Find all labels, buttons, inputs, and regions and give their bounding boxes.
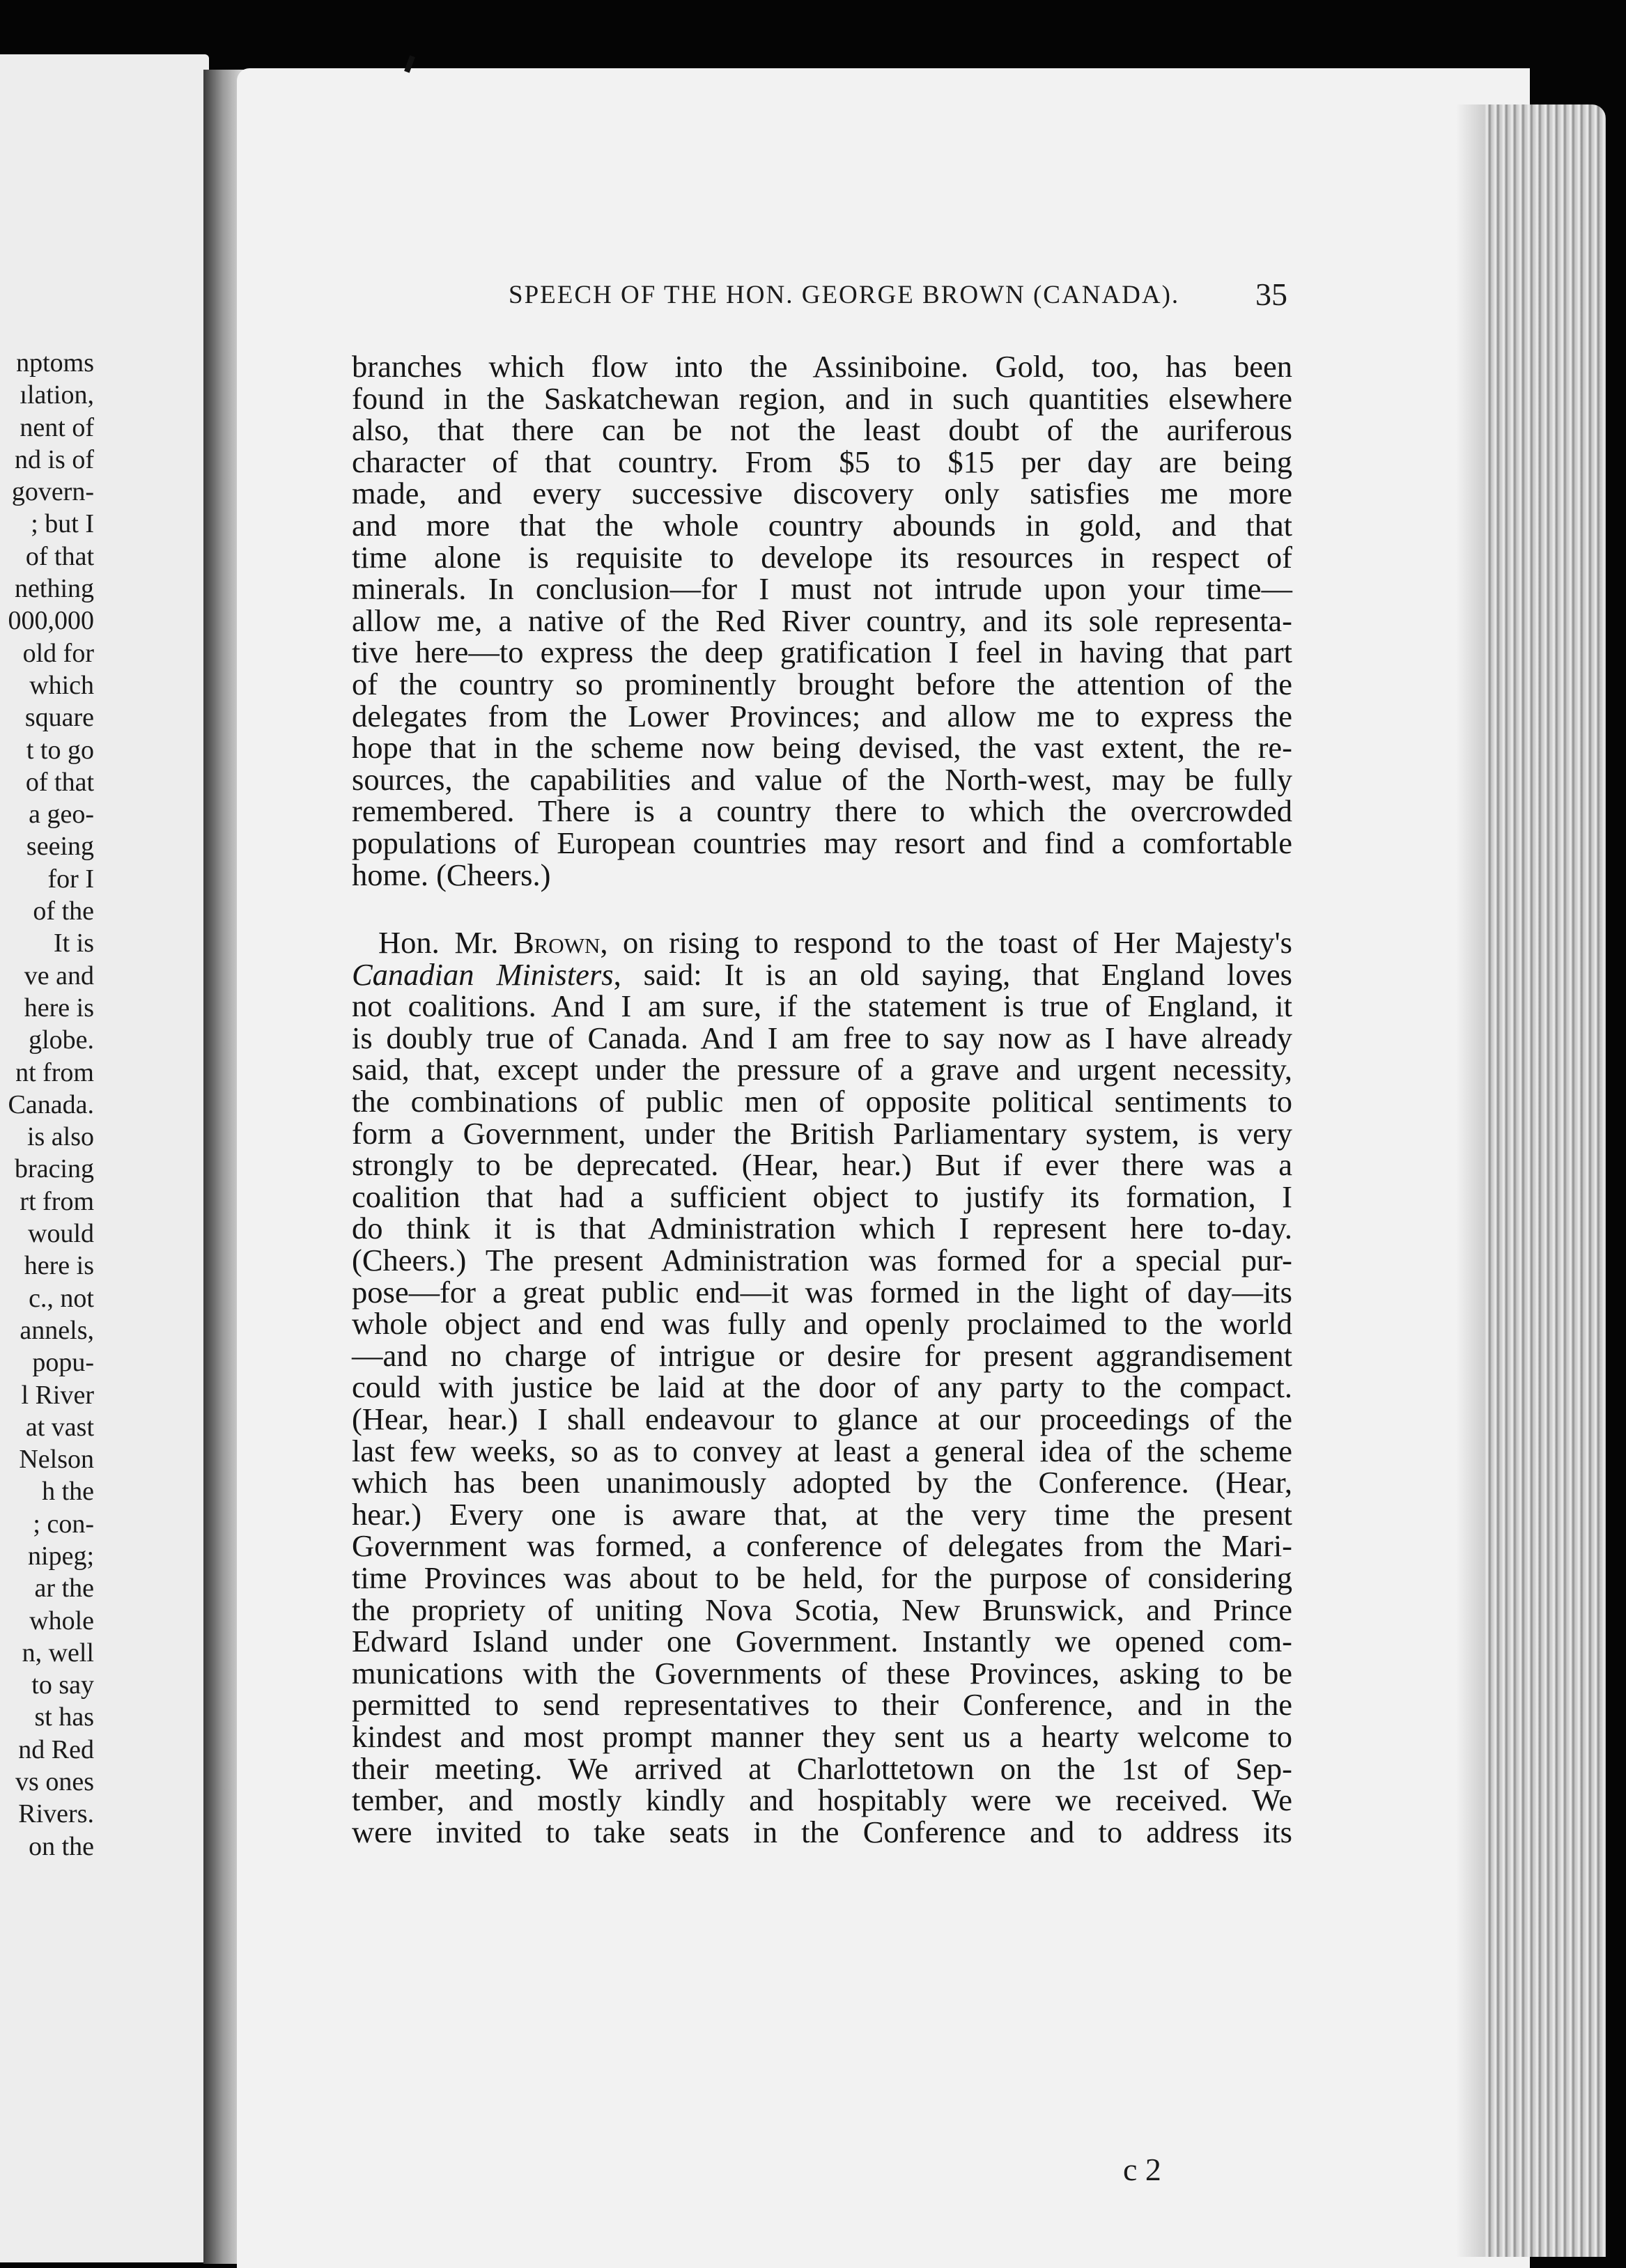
left-page-line: popu- bbox=[32, 1348, 94, 1378]
paragraph-2-line: (Cheers.) The present Administration was formed for a special pur- bbox=[352, 1243, 1292, 1278]
left-page-line: l River bbox=[21, 1380, 94, 1410]
paragraph-2-line: —and no charge of intrigue or desire for present aggrandisement bbox=[352, 1337, 1292, 1373]
left-page-line: globe. bbox=[29, 1025, 94, 1055]
left-page-line: Nelson bbox=[19, 1445, 94, 1475]
paragraph-2-line: (Hear, hear.) I shall endeavour to glance at our proceedings of the bbox=[352, 1401, 1292, 1436]
paragraph-1-line: allow me, a native of the Red River country, and its sole representa- bbox=[352, 603, 1292, 638]
paragraph-2-line: could with justice be laid at the door of any party to the compact. bbox=[352, 1369, 1292, 1405]
left-page-line: c., not bbox=[29, 1283, 94, 1313]
left-page-text-fragments bbox=[0, 347, 94, 1863]
left-page-line: t to go bbox=[26, 735, 94, 765]
left-page-line: Canada. bbox=[8, 1089, 94, 1119]
paragraph-1-line: home. (Cheers.) bbox=[352, 857, 551, 892]
left-page-line: ; con- bbox=[33, 1509, 94, 1539]
left-page-line: whole bbox=[29, 1606, 94, 1636]
paragraph-2-line: said, that, except under the pressure of a grave and urgent necessity, bbox=[352, 1052, 1292, 1087]
left-page-line: ; but I bbox=[31, 509, 94, 539]
left-page-line: nd is of bbox=[15, 444, 94, 474]
left-page-line: govern- bbox=[11, 477, 94, 507]
paragraph-2-line-1 bbox=[352, 927, 1292, 959]
paragraph-2-remaining-lines bbox=[352, 988, 1292, 1849]
paragraph-gap bbox=[352, 891, 1292, 927]
paragraph-2-line: permitted to send representatives to their Conference, and in the bbox=[352, 1687, 1292, 1723]
left-page-line: of the bbox=[33, 896, 94, 926]
paragraph-2-line: do think it is that Administration which I represent here to-day. bbox=[352, 1211, 1292, 1246]
left-page-line: ılation, bbox=[20, 380, 94, 410]
paragraph-1-line: minerals. In conclusion—for I must not intrude upon your time— bbox=[352, 571, 1292, 607]
left-page-line: on the bbox=[29, 1831, 94, 1861]
left-page-line: is also bbox=[26, 1122, 94, 1152]
paragraph-1-line: delegates from the Lower Provinces; and allow me to express the bbox=[352, 698, 1292, 733]
paragraph-2-line: strongly to be deprecated. (Hear, hear.) But if ever there was a bbox=[352, 1147, 1292, 1183]
left-facing-page bbox=[0, 54, 209, 2262]
left-page-line: nd Red bbox=[18, 1734, 94, 1764]
paragraph-2-line: time Provinces was about to be held, for the purpose of considering bbox=[352, 1560, 1292, 1595]
left-page-line: which bbox=[29, 670, 94, 700]
first-line-prefix: Hon. Mr. bbox=[378, 925, 513, 961]
left-page-line: would bbox=[28, 1219, 94, 1249]
left-page-line: Rivers. bbox=[18, 1799, 94, 1829]
paragraph-2-line: hear.) Every one is aware that, at the very time the present bbox=[352, 1496, 1292, 1532]
paragraph-2-line-2 bbox=[352, 956, 1292, 992]
paragraph-2-line: their meeting. We arrived at Charlottetown on the 1st of Sep- bbox=[352, 1750, 1292, 1786]
left-page-line: seeing bbox=[26, 832, 94, 862]
paragraph-2-line: Edward Island under one Government. Instantly we opened com- bbox=[352, 1624, 1292, 1659]
left-page-line: here is bbox=[24, 993, 94, 1023]
body-text bbox=[352, 351, 1292, 1848]
left-page-line: st has bbox=[34, 1702, 94, 1732]
paragraph-1-line: hope that in the scheme now being devised, the vast extent, the re- bbox=[352, 730, 1292, 766]
left-page-line: annels, bbox=[20, 1315, 94, 1345]
left-page-line: n, well bbox=[22, 1638, 94, 1668]
left-page-line: nent of bbox=[20, 412, 94, 442]
paragraph-1-line: remembered. There is a country there to which the overcrowded bbox=[352, 793, 1292, 829]
left-page-line: rt from bbox=[20, 1186, 94, 1216]
left-page-line: nptoms bbox=[16, 348, 94, 378]
paragraph-1-line: also, that there can be not the least doubt of the auriferous bbox=[352, 412, 1292, 448]
page-edges-stack bbox=[1484, 104, 1606, 2257]
paragraph-1-line: made, and every successive discovery only satisfies me more bbox=[352, 476, 1292, 511]
signature-mark: c 2 bbox=[1123, 2152, 1161, 2187]
left-page-line: nipeg; bbox=[28, 1541, 94, 1571]
paragraph-2-line: pose—for a great public end—it was formed in the light of day—its bbox=[352, 1274, 1292, 1310]
left-page-line: vs ones bbox=[15, 1767, 94, 1797]
left-page-line: ar the bbox=[34, 1574, 94, 1603]
left-page-line: h the bbox=[42, 1477, 94, 1507]
paragraph-1 bbox=[352, 351, 1292, 891]
paragraph-2-line: whole object and end was fully and openly proclaimed to the world bbox=[352, 1306, 1292, 1342]
paragraph-1-line: of the country so prominently brought before the attention of the bbox=[352, 666, 1292, 701]
paragraph-2-line: form a Government, under the British Parliamentary system, is very bbox=[352, 1115, 1292, 1151]
paragraph-1-line: branches which flow into the Assiniboine. Gold, too, has been bbox=[352, 349, 1292, 384]
paragraph-2 bbox=[352, 927, 1292, 1848]
paragraph-1-line: time alone is requisite to develope its resources in respect of bbox=[352, 539, 1292, 575]
left-page-line: old for bbox=[22, 638, 94, 668]
paragraph-2-line: were invited to take seats in the Conference and to address its bbox=[352, 1814, 1292, 1849]
left-page-line: nething bbox=[15, 574, 94, 604]
left-page-line: It is bbox=[53, 929, 94, 958]
paragraph-2-line: munications with the Governments of these Provinces, asking to be bbox=[352, 1655, 1292, 1691]
left-page-line: bracing bbox=[15, 1154, 94, 1184]
left-page-line: of that bbox=[25, 767, 94, 797]
paragraph-2-line: Government was formed, a conference of delegates from the Mari- bbox=[352, 1528, 1292, 1564]
left-page-line: ve and bbox=[24, 961, 94, 991]
paragraph-1-line: tive here—to express the deep gratification I feel in having that part bbox=[352, 635, 1292, 670]
page-number: 35 bbox=[1255, 277, 1287, 312]
paragraph-2-line: tember, and mostly kindly and hospitably were we received. We bbox=[352, 1782, 1292, 1818]
paragraph-2-line: the combinations of public men of opposite political sentiments to bbox=[352, 1084, 1292, 1119]
first-line-rest: , on rising to respond to the toast of Her Majesty's bbox=[600, 925, 1292, 961]
paragraph-1-line: sources, the capabilities and value of the North-west, may be fully bbox=[352, 761, 1292, 797]
paragraph-1-line: and more that the whole country abounds in gold, and that bbox=[352, 507, 1292, 543]
paragraph-1-line: populations of European countries may resort and find a comfortable bbox=[352, 825, 1292, 860]
left-page-line: of that bbox=[25, 541, 94, 571]
left-page-line: nt from bbox=[15, 1057, 94, 1087]
running-head: SPEECH OF THE HON. GEORGE BROWN (CANADA). bbox=[509, 281, 1180, 309]
paragraph-2-line: last few weeks, so as to convey at least a general idea of the scheme bbox=[352, 1433, 1292, 1468]
left-page-line: 000,000 bbox=[8, 606, 94, 636]
left-page-line: for I bbox=[47, 864, 94, 894]
left-page-line: to say bbox=[31, 1670, 94, 1700]
left-page-line: a geo- bbox=[29, 800, 94, 830]
second-line-rest: , said: It is an old saying, that England loves bbox=[613, 956, 1292, 992]
left-page-line: square bbox=[24, 703, 94, 733]
toast-title: Canadian Ministers bbox=[352, 956, 614, 992]
paragraph-2-line: which has been unanimously adopted by the Conference. (Hear, bbox=[352, 1465, 1292, 1500]
paragraph-1-line: character of that country. From $5 to $15 per day are being bbox=[352, 444, 1292, 479]
paragraph-2-line: coalition that had a sufficient object to justify its formation, I bbox=[352, 1179, 1292, 1214]
paragraph-2-line: the propriety of uniting Nova Scotia, New Brunswick, and Prince bbox=[352, 1592, 1292, 1627]
left-page-line: at vast bbox=[25, 1412, 94, 1442]
paragraph-2-line: is doubly true of Canada. And I am free to say now as I have already bbox=[352, 1020, 1292, 1055]
left-page-line: here is bbox=[24, 1251, 94, 1281]
paragraph-1-line: found in the Saskatchewan region, and in such quantities elsewhere bbox=[352, 380, 1292, 416]
paragraph-2-line: not coalitions. And I am sure, if the statement is true of England, it bbox=[352, 988, 1292, 1024]
speaker-name: Brown bbox=[513, 925, 601, 961]
paragraph-2-line: kindest and most prompt manner they sent us a hearty welcome to bbox=[352, 1718, 1292, 1754]
